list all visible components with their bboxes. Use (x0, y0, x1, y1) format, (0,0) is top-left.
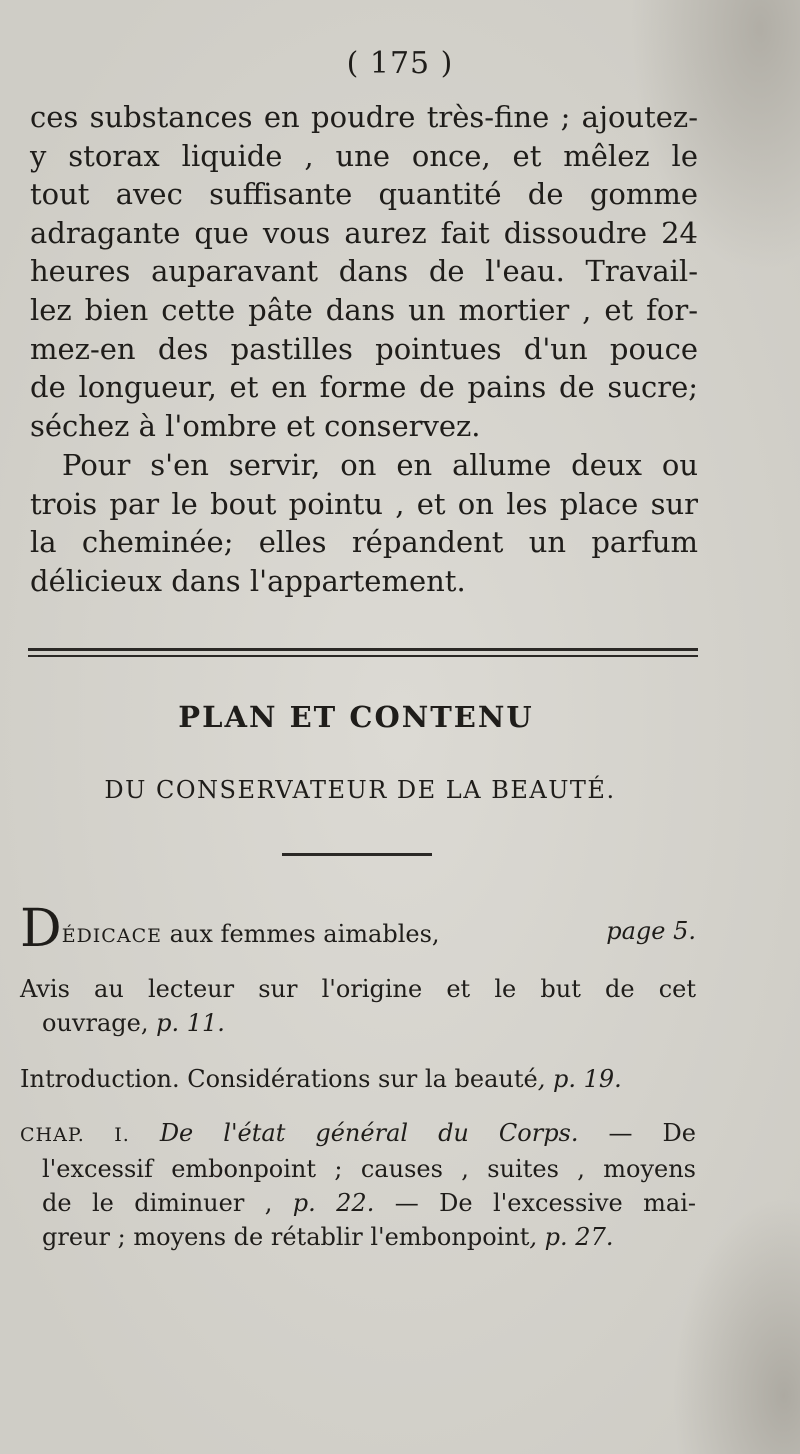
text-line: greur ; moyens de rétablir l'embonpoint (42, 1223, 530, 1251)
text-line: adragante que vous aurez fait dissoudre 24 (30, 215, 698, 250)
intro-page: , p. 19. (537, 1065, 622, 1093)
toc-entry-chapter-1 (20, 1116, 696, 1254)
toc-entry-introduction (20, 1062, 696, 1096)
chapter-title: De l'état général du Corps. (159, 1119, 579, 1147)
dedication-page: page 5. (606, 917, 696, 945)
text-line: — De (608, 1119, 696, 1147)
section-title: PLAN ET CONTENU (178, 700, 534, 734)
text-line: — De l'excessive mai- (394, 1189, 696, 1217)
text-line: ces substances en poudre très-fine ; ajoutez- (30, 100, 698, 134)
intro-text: Introduction. Considérations sur la beauté (20, 1065, 538, 1093)
usage-paragraph (30, 446, 698, 600)
avis-page: p. 11. (156, 1009, 225, 1037)
avis-text: ouvrage, (42, 1009, 157, 1037)
text-line: y storax liquide , une once, et mêlez le (30, 138, 698, 173)
chapter-label: CHAP. I. (20, 1124, 130, 1146)
text-line: lez bien cette pâte dans un mortier , et for- (30, 292, 698, 327)
text-line: tout avec suffisante quantité de gomme (30, 177, 698, 212)
text-line: Avis au lecteur sur l'origine et le but de cet (20, 975, 696, 1003)
text-line: séchez à l'ombre et conservez. (30, 408, 481, 443)
toc-entry-dedication (20, 899, 696, 959)
double-rule-top (28, 648, 698, 651)
short-divider (282, 853, 432, 856)
drop-cap: D (20, 899, 62, 959)
section-subtitle: DU CONSERVATEUR DE LA BEAUTÉ. (104, 776, 616, 804)
text-line: délicieux dans l'appartement. (30, 563, 466, 598)
text-line: de longueur, et en forme de pains de sucre; (30, 370, 698, 405)
recipe-paragraph (30, 98, 698, 445)
text-line: la cheminée; elles répandent un parfum (30, 525, 698, 560)
double-rule-bottom (28, 655, 698, 657)
text-line: trois par le bout pointu , et on les place sur (30, 486, 698, 521)
page-number: ( 175 ) (346, 46, 454, 81)
text-line: de le diminuer , (42, 1189, 273, 1217)
text-line: l'excessif embonpoint ; causes , suites , moyens (42, 1155, 696, 1183)
toc-entry-avis (20, 972, 696, 1040)
text-line: heures auparavant dans de l'eau. Travail- (30, 254, 698, 289)
dedication-smallcaps: ÉDICACE (61, 925, 162, 947)
chapter-page: p. 22. (292, 1189, 375, 1217)
text-line: Pour s'en servir, on en allume deux ou (62, 448, 698, 482)
dedication-text: aux femmes aimables, (169, 920, 440, 948)
chapter-page: , p. 27. (529, 1223, 614, 1251)
text-line: mez-en des pastilles pointues d'un pouce (30, 331, 698, 366)
